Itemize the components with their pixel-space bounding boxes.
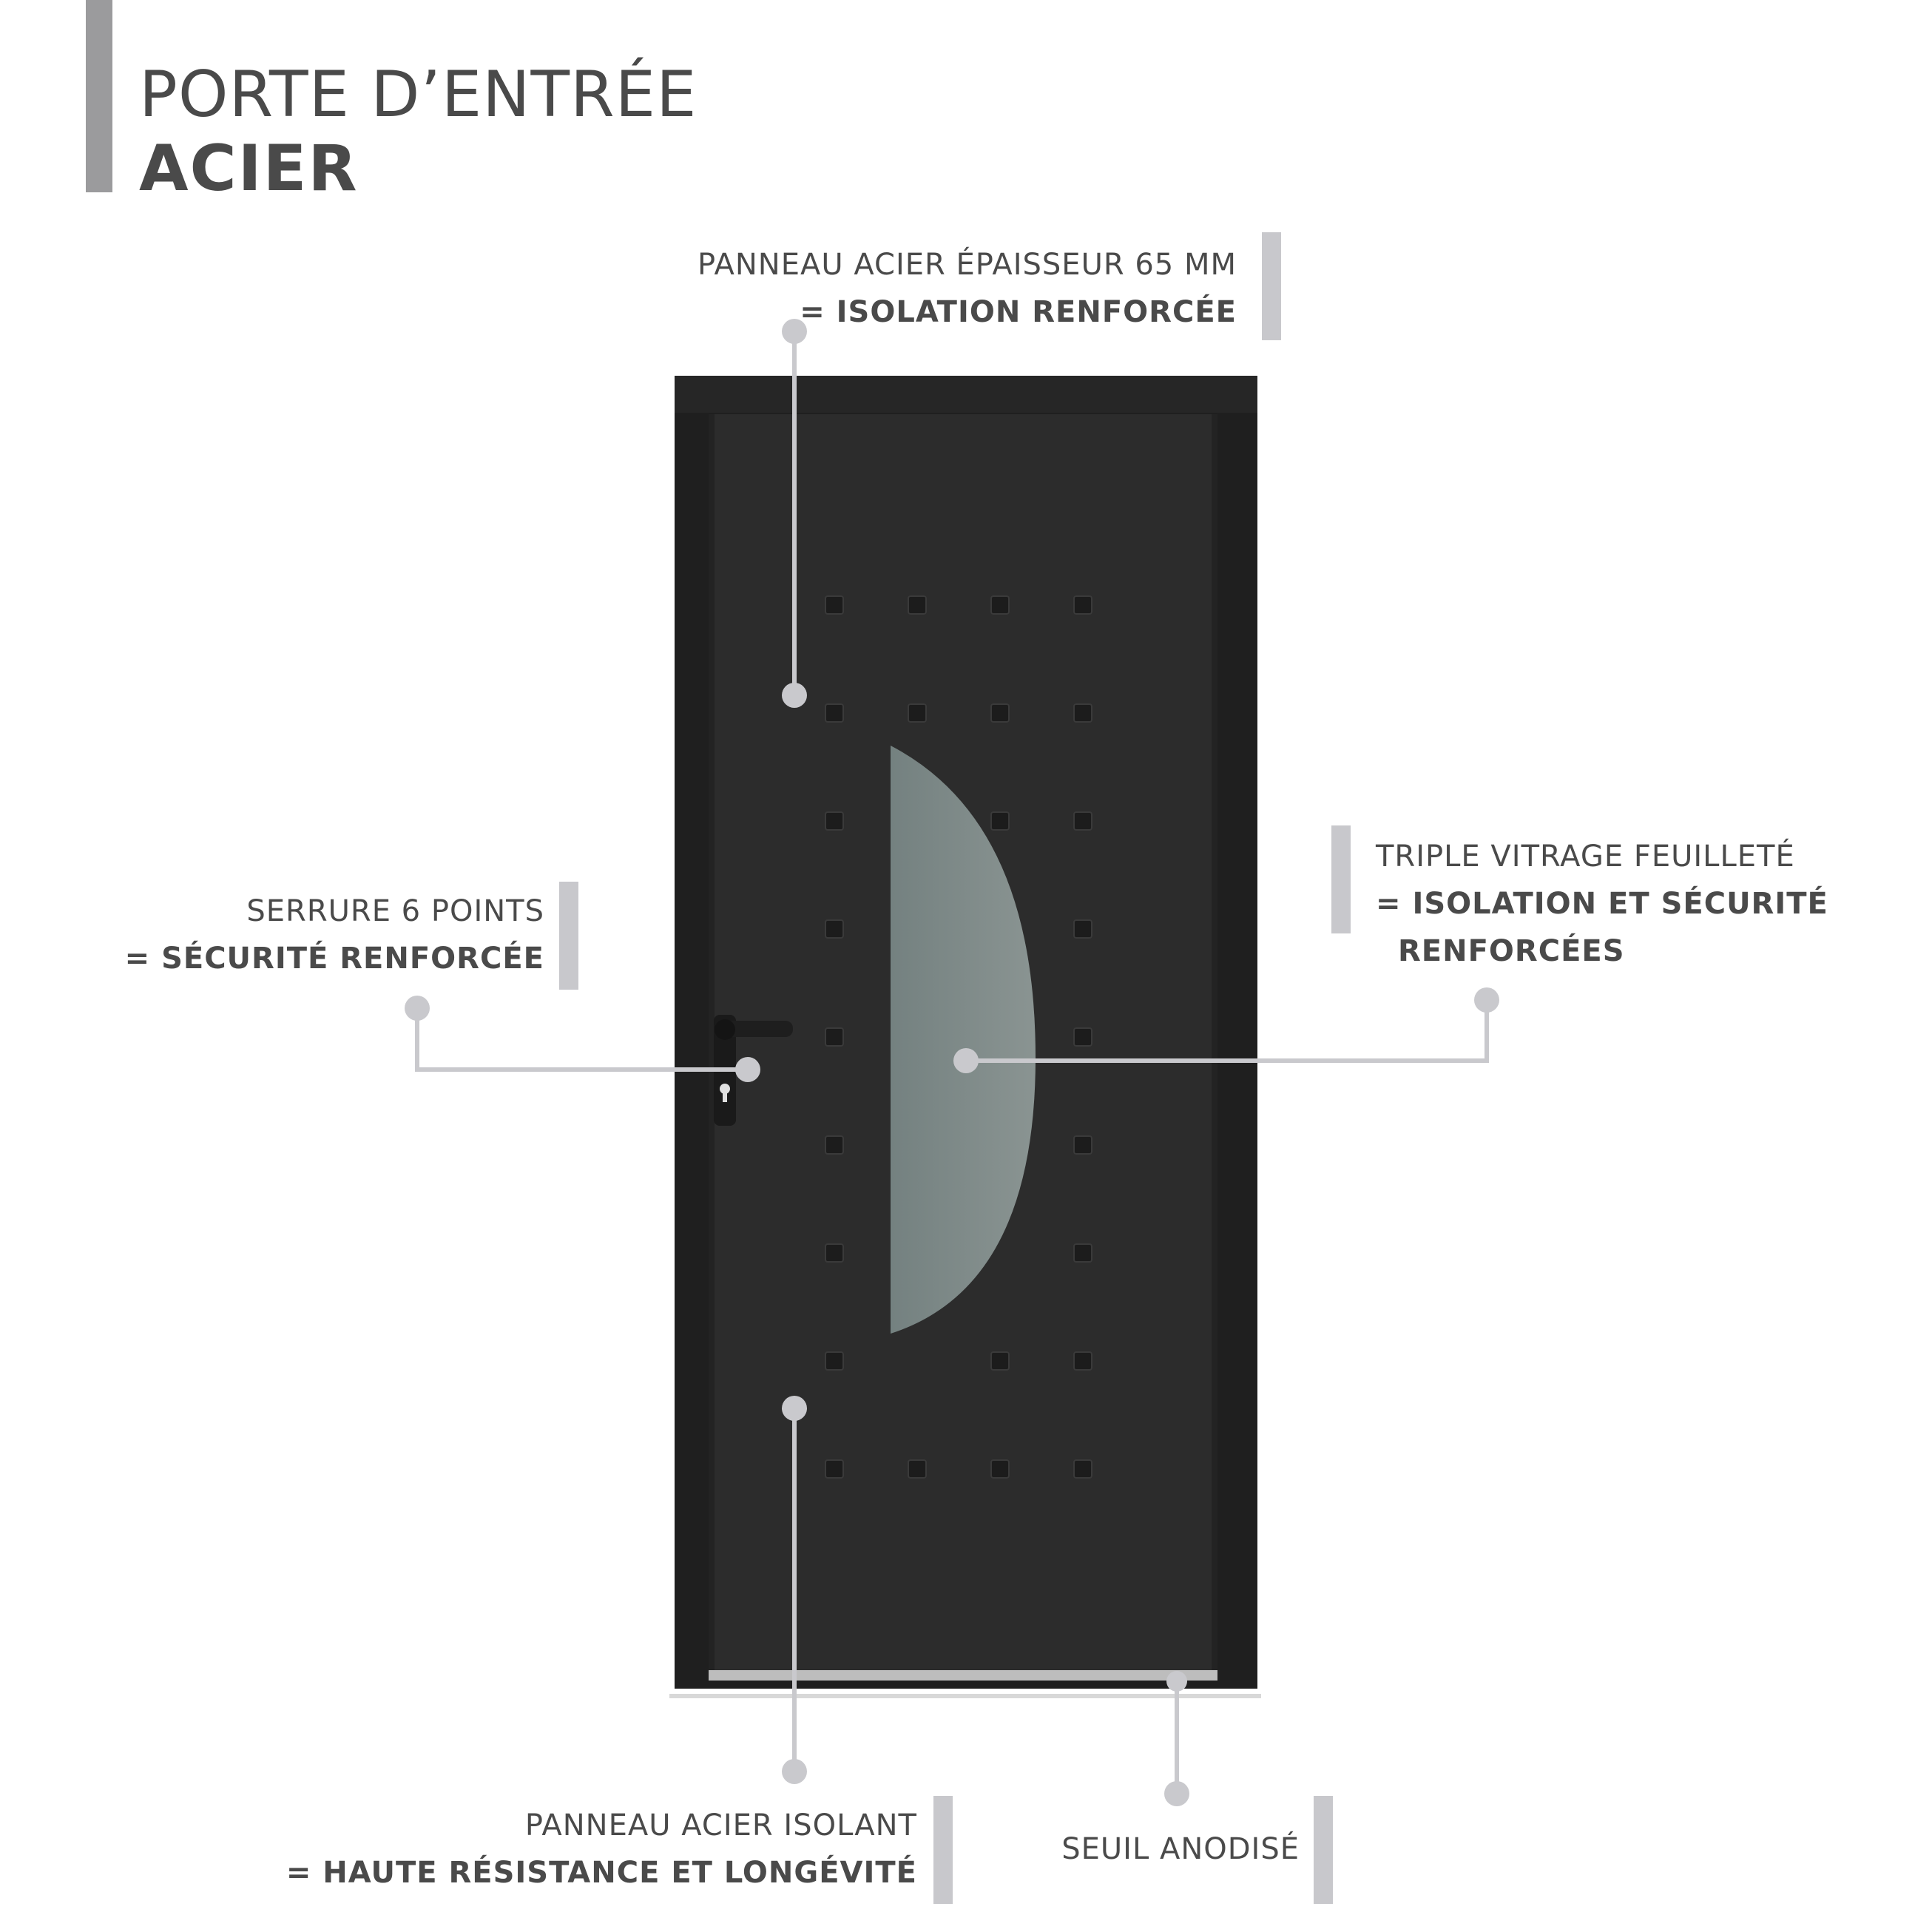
door-decor-square — [908, 704, 926, 722]
door-decor-square — [991, 1352, 1009, 1370]
door-decor-square — [908, 1460, 926, 1478]
door-decor-square — [1074, 1352, 1092, 1370]
dot-vitrage-start — [1474, 987, 1499, 1013]
door-panel-edge-left — [709, 414, 715, 1675]
door-decor-square — [825, 1244, 843, 1262]
callout-panneau-bottom-line2: = HAUTE RÉSISTANCE ET LONGÉVITÉ — [286, 1856, 917, 1890]
page-title-line1: PORTE D’ENTRÉE — [139, 58, 698, 132]
dot-serrure-start — [405, 996, 430, 1021]
door-decor-square — [991, 704, 1009, 722]
threshold-sill — [709, 1670, 1217, 1681]
callout-serrure-line2: = SÉCURITÉ RENFORCÉE — [124, 942, 544, 976]
door-decor-square — [1074, 1028, 1092, 1046]
door-decor-square — [1074, 704, 1092, 722]
dot-seuil-start — [1166, 1671, 1187, 1692]
door-decor-square — [1074, 1244, 1092, 1262]
dot-vitrage-end — [953, 1048, 979, 1073]
dot-panneau-bottom-end — [782, 1759, 807, 1784]
door-decor-square — [991, 596, 1009, 614]
dot-panneau-bottom-start — [782, 1396, 807, 1421]
door-decor-square — [825, 704, 843, 722]
page-title-line2: ACIER — [139, 132, 359, 206]
door-decor-square — [1074, 1460, 1092, 1478]
door-decor-square — [1074, 596, 1092, 614]
callout-vitrage-line2a: = ISOLATION ET SÉCURITÉ — [1376, 887, 1828, 921]
title-accent-bar — [86, 0, 112, 192]
door-decor-square — [1074, 920, 1092, 938]
door-decor-square — [825, 812, 843, 830]
callout-panneau-top-line1: PANNEAU ACIER ÉPAISSEUR 65 MM — [697, 248, 1237, 282]
door-decor-square — [825, 920, 843, 938]
door-decor-square — [991, 812, 1009, 830]
door-decor-square — [825, 1460, 843, 1478]
callout-bar-vitrage — [1331, 825, 1351, 933]
door-decor-square — [825, 1136, 843, 1154]
callout-bar-panneau-bottom — [933, 1796, 953, 1904]
callout-panneau-bottom-line1: PANNEAU ACIER ISOLANT — [524, 1808, 917, 1843]
callout-seuil-line1: SEUIL ANODISÉ — [1061, 1832, 1300, 1866]
callout-bar-panneau-top — [1262, 232, 1281, 340]
door-decor-square — [825, 1028, 843, 1046]
door-decor-square — [991, 1460, 1009, 1478]
callout-panneau-top-line2: = ISOLATION RENFORCÉE — [800, 295, 1237, 329]
callout-seuil — [1061, 1825, 1300, 1873]
dot-serrure-end — [735, 1057, 760, 1082]
dot-seuil-end — [1164, 1781, 1189, 1806]
door-decor-square — [1074, 1136, 1092, 1154]
door-decor-square — [1074, 812, 1092, 830]
door-frame-inner-top — [675, 376, 1257, 413]
callout-bar-seuil — [1314, 1796, 1333, 1904]
callout-vitrage — [1376, 833, 1828, 975]
door-decor-square — [825, 596, 843, 614]
callout-vitrage-line2b: RENFORCÉES — [1398, 934, 1625, 968]
callout-serrure-line1: SERRURE 6 POINTS — [246, 894, 544, 928]
callout-panneau-top — [698, 241, 1237, 336]
threshold-floor-line — [669, 1694, 1261, 1698]
callout-vitrage-line1: TRIPLE VITRAGE FEUILLETÉ — [1376, 840, 1795, 874]
door-decor-square — [825, 1352, 843, 1370]
callout-serrure — [125, 888, 544, 982]
callout-panneau-bottom — [286, 1802, 917, 1896]
door-panel-edge-right — [1212, 414, 1217, 1675]
dot-panneau-top-end — [782, 683, 807, 708]
callout-bar-serrure — [559, 882, 578, 990]
door-decor-square — [908, 596, 926, 614]
